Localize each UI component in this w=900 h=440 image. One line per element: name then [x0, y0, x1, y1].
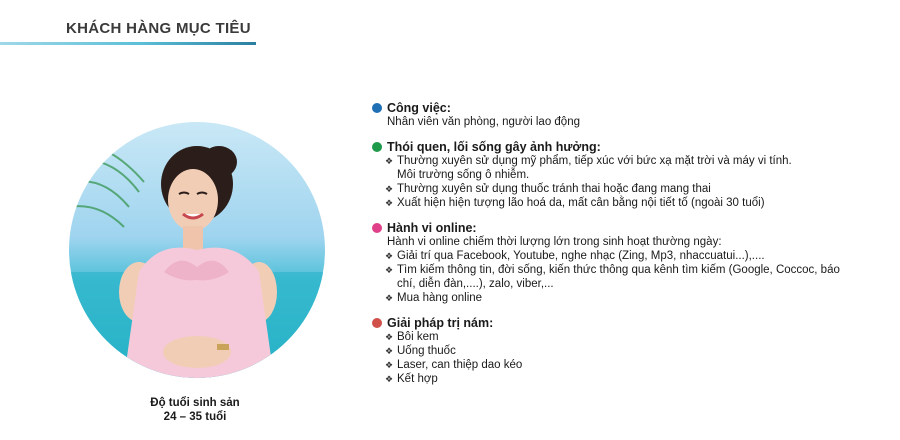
diamond-bullet-icon: ❖	[385, 346, 394, 356]
diamond-bullet-icon: ❖	[385, 184, 394, 194]
title-underline	[0, 42, 256, 45]
section-solutions	[372, 315, 892, 386]
green-dot-icon	[372, 142, 382, 152]
list-item: ❖ Kết hợp	[385, 373, 438, 385]
diamond-bullet-icon: ❖	[385, 293, 394, 303]
pink-dot-icon	[372, 223, 382, 233]
diamond-bullet-icon: ❖	[385, 360, 394, 370]
section-title: Giải pháp trị nám:	[387, 315, 494, 330]
list-item: ❖ Mua hàng online	[385, 292, 483, 304]
diamond-bullet-icon: ❖	[385, 265, 394, 275]
list-item: ❖ Thường xuyên sử dụng mỹ phẩm, tiếp xúc với bức xạ mặt trời và máy vi tính. Môi trường sống ô nhiễm.	[385, 155, 792, 181]
red-dot-icon	[372, 318, 382, 328]
section-title: Công việc:	[387, 100, 451, 115]
section-online-behavior	[372, 220, 892, 305]
list-item: ❖ Bôi kem	[385, 331, 439, 343]
customer-portrait	[69, 122, 325, 378]
list-item: ❖ Uống thuốc	[385, 345, 456, 357]
age-range-label: 24 – 35 tuổi	[163, 411, 227, 423]
profile-details	[372, 100, 892, 396]
list-item: ❖ Laser, can thiệp dao kéo	[385, 359, 523, 371]
section-occupation	[372, 100, 892, 129]
palm-leaf-icon	[69, 142, 144, 227]
diamond-bullet-icon: ❖	[385, 198, 394, 208]
online-intro: Hành vi online chiếm thời lượng lớn trong sinh hoạt thường ngày:	[387, 236, 722, 248]
page-title: KHÁCH HÀNG MỤC TIÊU	[66, 20, 251, 37]
age-group-label: Độ tuổi sinh sản	[150, 397, 240, 409]
list-item: ❖ Tìm kiếm thông tin, đời sống, kiến thức thông qua kênh tìm kiếm (Google, Coccoc, báo chí, diễn đàn,....), zalo, viber,...	[385, 264, 840, 290]
diamond-bullet-icon: ❖	[385, 251, 394, 261]
blue-dot-icon	[372, 103, 382, 113]
diamond-bullet-icon: ❖	[385, 332, 394, 342]
portrait-caption	[100, 396, 290, 424]
list-item: ❖ Giải trí qua Facebook, Youtube, nghe nhạc (Zing, Mp3, nhaccuatui...),....	[385, 250, 765, 262]
portrait-illustration	[69, 122, 325, 378]
diamond-bullet-icon: ❖	[385, 374, 394, 384]
occupation-text: Nhân viên văn phòng, người lao động	[387, 116, 580, 128]
list-item: ❖ Thường xuyên sử dụng thuốc tránh thai hoặc đang mang thai	[385, 183, 711, 195]
section-title: Hành vi online:	[387, 220, 477, 235]
diamond-bullet-icon: ❖	[385, 156, 394, 166]
section-habits	[372, 139, 892, 210]
section-title: Thói quen, lối sống gây ảnh hưởng:	[387, 139, 601, 154]
list-item: ❖ Xuất hiện hiện tượng lão hoá da, mất cân bằng nội tiết tố (ngoài 30 tuổi)	[385, 197, 765, 209]
